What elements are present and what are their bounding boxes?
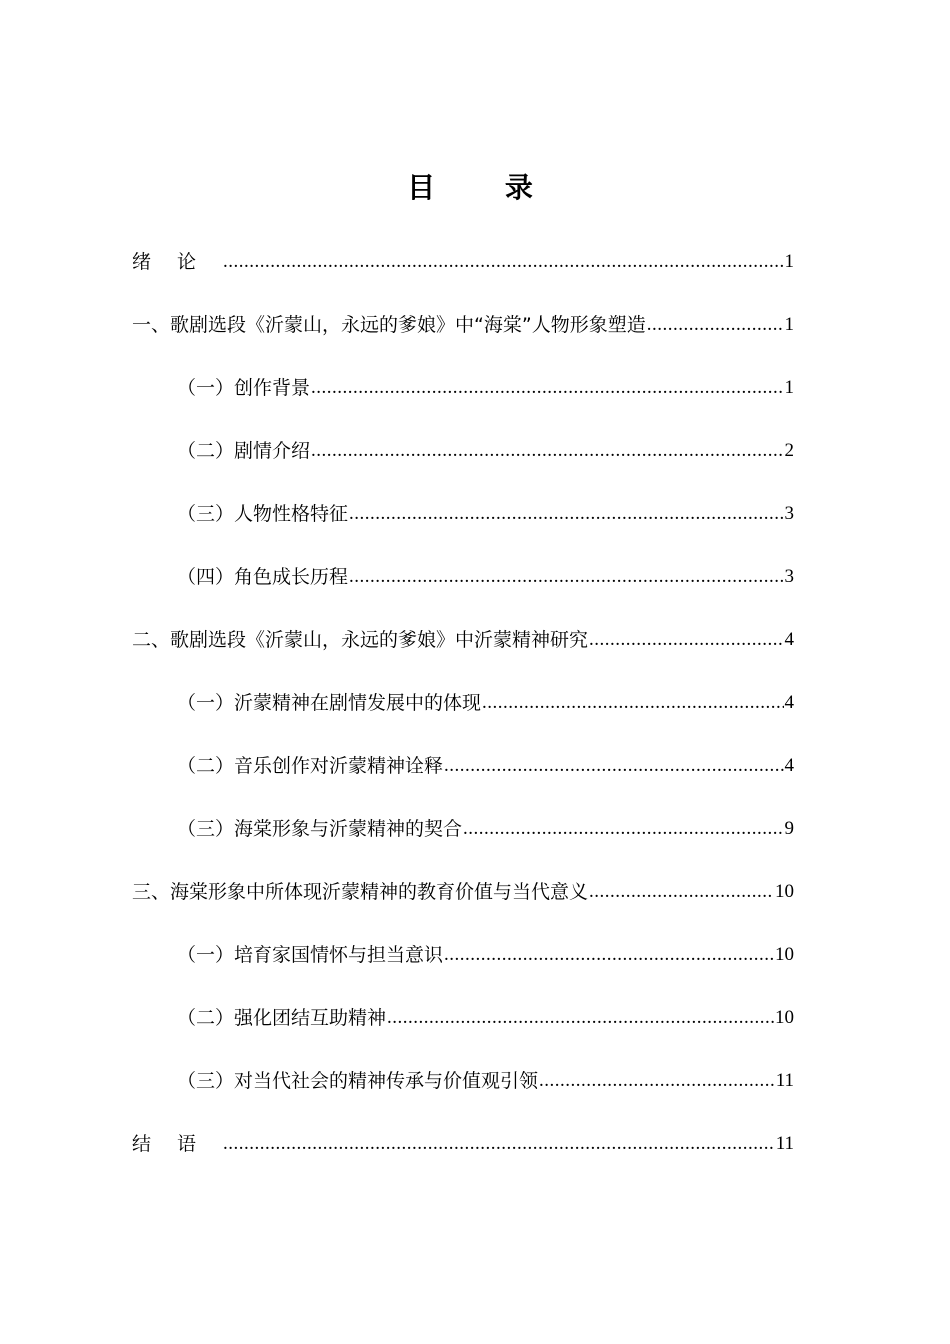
- toc-entry-text: （一）培育家国情怀与担当意识: [177, 944, 444, 966]
- toc-entry-text: 三、海棠形象中所体现沂蒙精神的教育价值与当代意义: [132, 881, 589, 903]
- toc-page-number: 4: [784, 629, 794, 650]
- toc-entry-text: （四）角色成长历程: [177, 566, 349, 588]
- toc-page-number: 1: [784, 314, 794, 335]
- toc-dot-leader: [444, 749, 783, 783]
- toc-entry-section-2-1[interactable]: [177, 686, 794, 720]
- toc-dot-leader: [311, 434, 783, 468]
- toc-dot-leader: [349, 497, 783, 531]
- toc-entry-chapter-3[interactable]: [132, 875, 794, 909]
- toc-dot-leader: [589, 875, 774, 909]
- toc-dot-leader: [223, 245, 783, 279]
- toc-entry-conclusion[interactable]: [132, 1127, 794, 1161]
- toc-entry-text: （三）海棠形象与沂蒙精神的契合: [177, 818, 463, 840]
- page-title: 目 录: [407, 171, 563, 204]
- toc-dot-leader: [539, 1064, 775, 1098]
- toc-entry-section-1-2[interactable]: [177, 434, 794, 468]
- toc-entry-section-1-3[interactable]: [177, 497, 794, 531]
- toc-dot-leader: [589, 623, 783, 657]
- toc-entry-text: （三）人物性格特征: [177, 503, 349, 525]
- toc-entry-text: 二、歌剧选段《沂蒙山，永远的爹娘》中沂蒙精神研究: [132, 629, 589, 651]
- toc-dot-leader: [349, 560, 783, 594]
- toc-dot-leader: [647, 308, 784, 342]
- toc-page-number: 1: [784, 251, 794, 272]
- toc-entry-section-2-3[interactable]: [177, 812, 794, 846]
- toc-entry-text: （二）剧情介绍: [177, 440, 311, 462]
- toc-page-number: 2: [784, 440, 794, 461]
- toc-entry-section-3-1[interactable]: [177, 938, 794, 972]
- toc-entry-text: （一）创作背景: [177, 377, 311, 399]
- toc-entry-text: （二）强化团结互助精神: [177, 1007, 387, 1029]
- toc-entry-introduction[interactable]: [132, 245, 794, 279]
- toc-dot-leader: [444, 938, 774, 972]
- toc-page-number: 9: [784, 818, 794, 839]
- toc-page-number: 4: [784, 692, 794, 713]
- toc-dot-leader: [223, 1127, 775, 1161]
- toc-page-number: 10: [775, 881, 794, 902]
- toc-page-number: 1: [784, 377, 794, 398]
- toc-page-number: 3: [784, 566, 794, 587]
- toc-page-number: 4: [784, 755, 794, 776]
- toc-page-number: 11: [775, 1070, 794, 1091]
- toc-entry-section-1-1[interactable]: [177, 371, 794, 405]
- toc-entry-chapter-2[interactable]: [132, 623, 794, 657]
- toc-entry-text: （一）沂蒙精神在剧情发展中的体现: [177, 692, 482, 714]
- toc-entry-text: （二）音乐创作对沂蒙精神诠释: [177, 755, 444, 777]
- toc-page-number: 10: [775, 1007, 794, 1028]
- toc-entry-section-3-3[interactable]: [177, 1064, 794, 1098]
- toc-dot-leader: [482, 686, 783, 720]
- toc-dot-leader: [311, 371, 783, 405]
- toc-dot-leader: [387, 1001, 774, 1035]
- toc-page-number: 3: [784, 503, 794, 524]
- toc-entry-section-2-2[interactable]: [177, 749, 794, 783]
- toc-page-number: 10: [775, 944, 794, 965]
- toc-entry-section-3-2[interactable]: [177, 1001, 794, 1035]
- toc-entry-text: 一、歌剧选段《沂蒙山，永远的爹娘》中“海棠”人物形象塑造: [132, 314, 646, 336]
- toc-page-number: 11: [775, 1133, 794, 1154]
- toc-entry-text: 结语: [132, 1133, 223, 1155]
- toc-entry-text: 绪论: [132, 251, 223, 273]
- toc-entry-chapter-1[interactable]: [132, 308, 794, 342]
- toc-dot-leader: [463, 812, 783, 846]
- toc-entry-text: （三）对当代社会的精神传承与价值观引领: [177, 1070, 539, 1092]
- toc-entry-section-1-4[interactable]: [177, 560, 794, 594]
